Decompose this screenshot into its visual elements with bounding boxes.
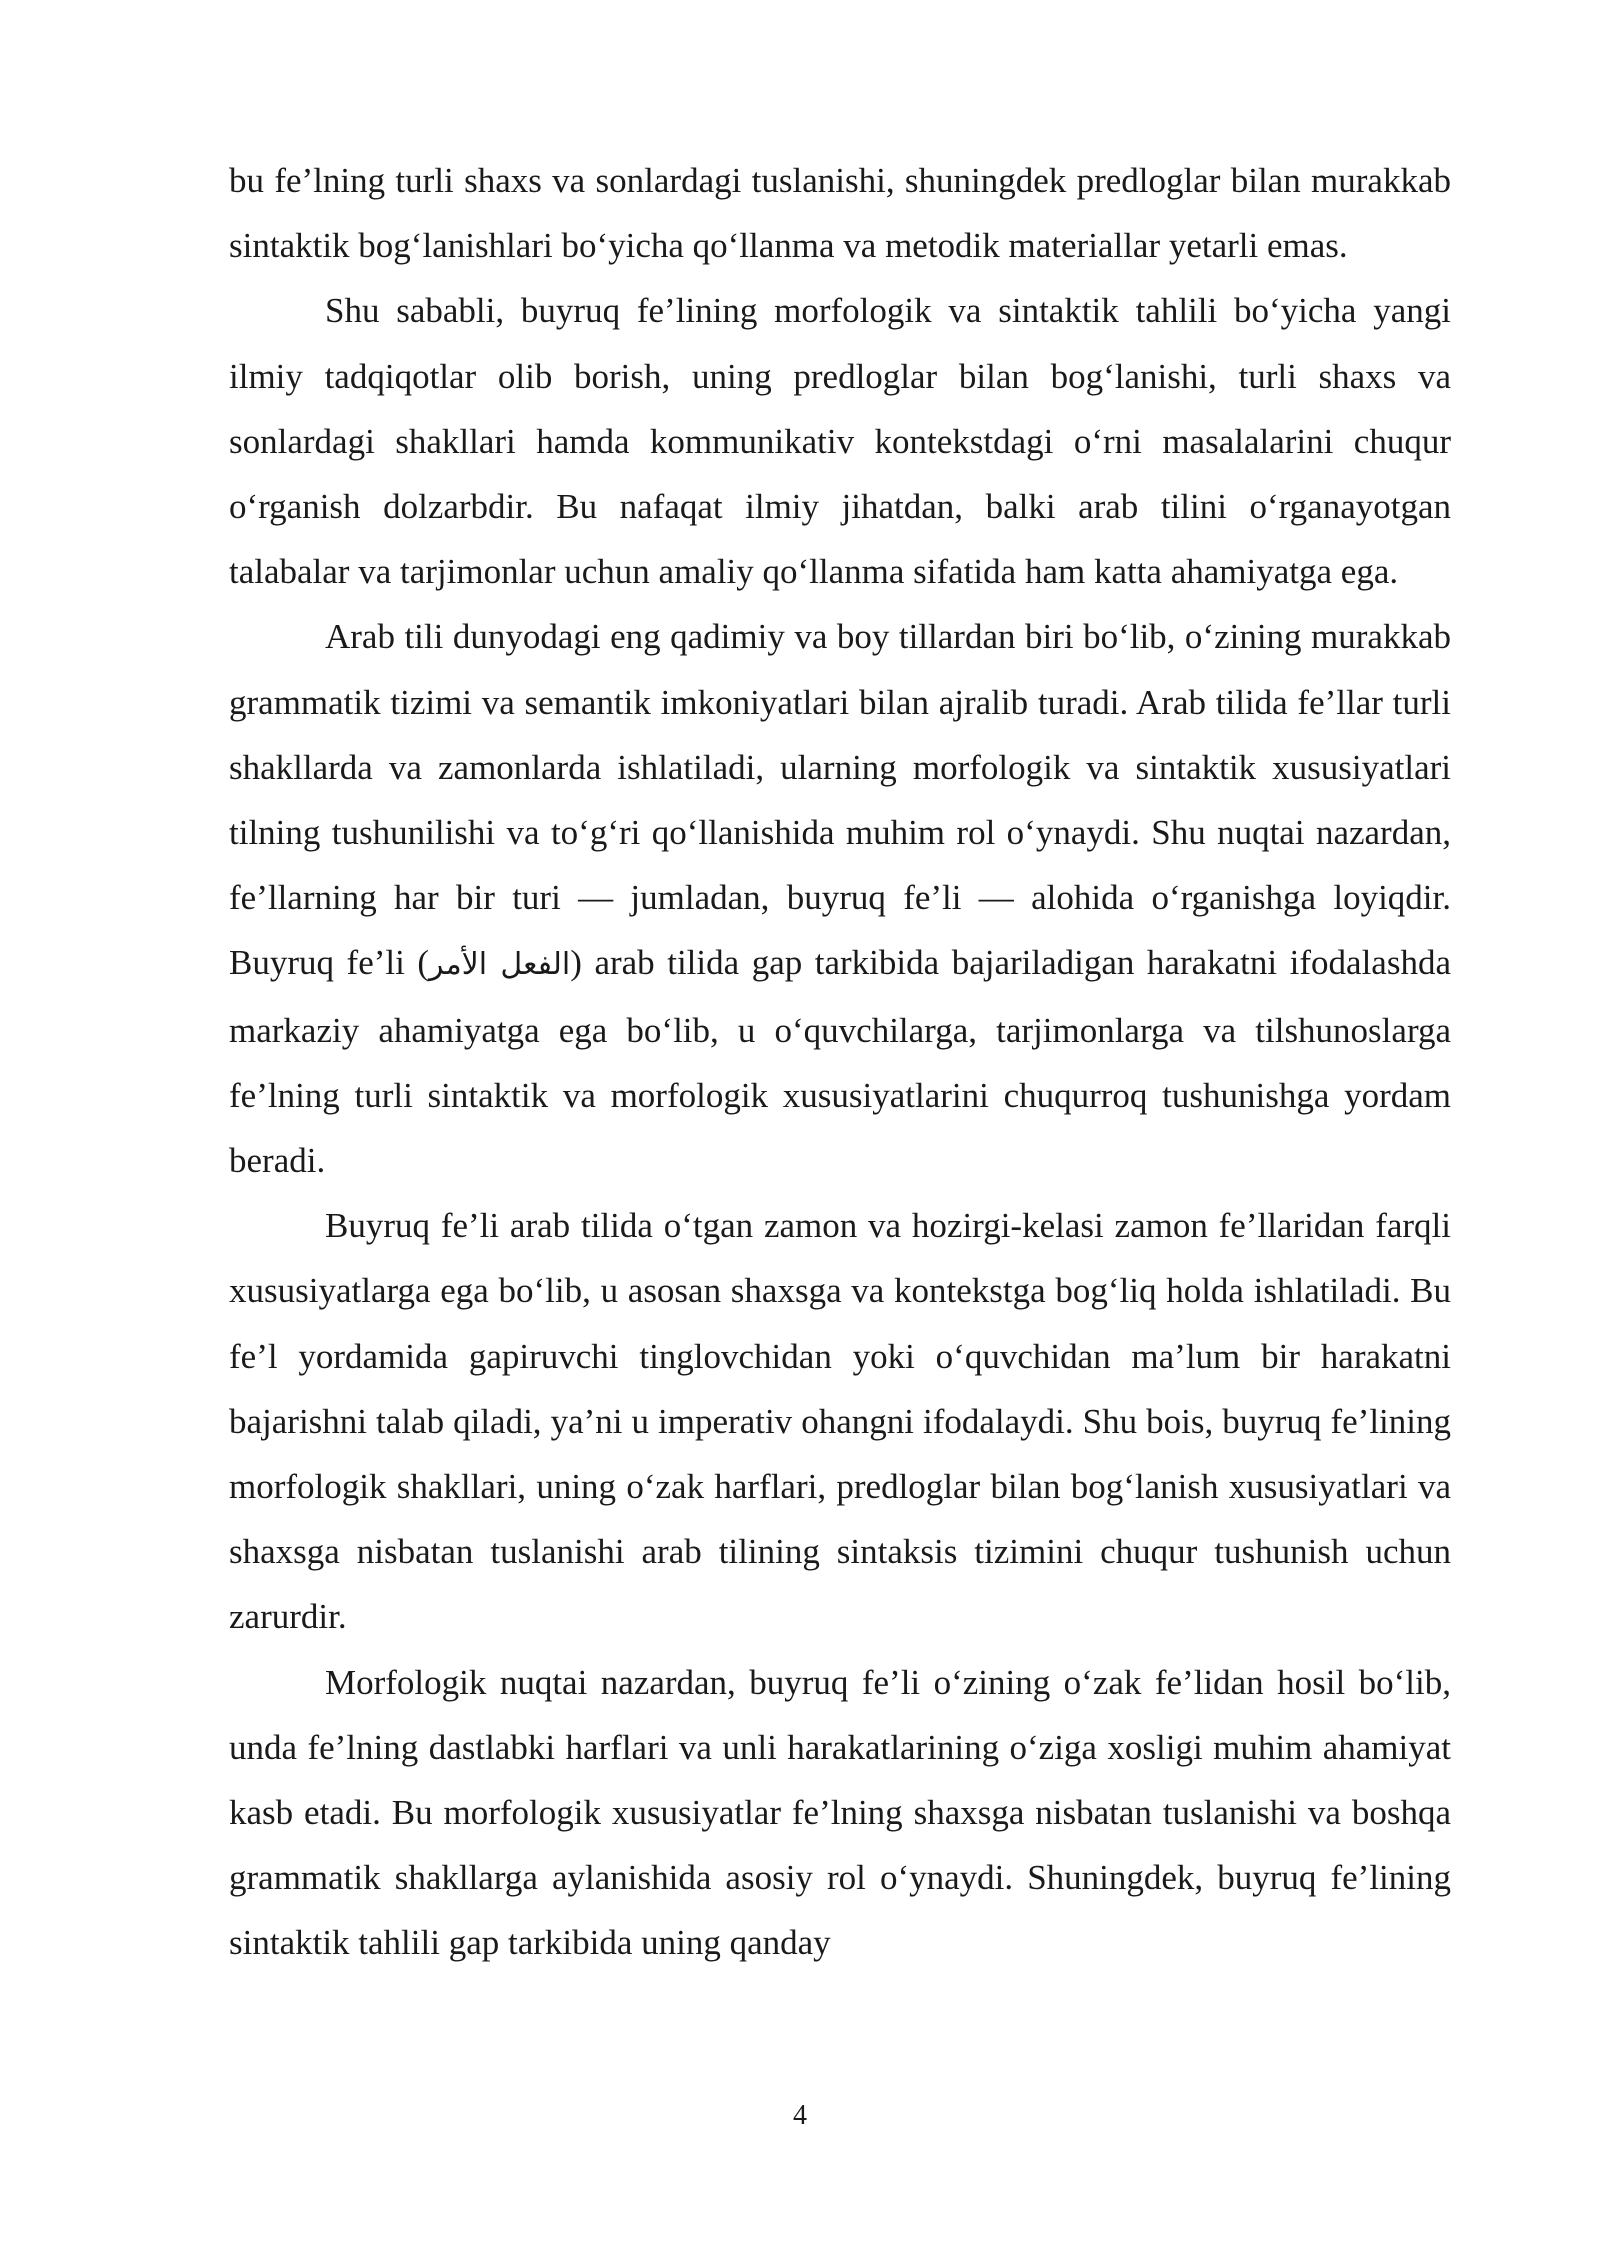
paragraph-3-text-after: ) arab tilida gap tarkibida bajariladigan harakatni ifodalashda markaziy ahamiyatga ega bo‘lib, u o‘quvchilarga, tarjimonlarga va tilshunoslarga fe’lning turli sintaktik va morfologik xususiyatlarini chuqurroq tushunishga yordam beradi. bbox=[229, 943, 1451, 1181]
paragraph-3 bbox=[229, 604, 1451, 1193]
paragraph-3-text-before: Arab tili dunyodagi eng qadimiy va boy tillardan biri bo‘lib, o‘zining murakkab grammatik tizimi va semantik imkoniyatlari bilan ajralib turadi. Arab tilida fe’llar turli shakllarda va zamonlarda ishlatiladi, ularning morfologik va sintaktik xususiyatlari tilning tushunilishi va to‘g‘ri qo‘llanishida muhim rol o‘ynaydi. Shu nuqtai nazardan, fe’llarning har bir turi — jumladan, buyruq fe’li — alohida o‘rganishga loyiqdir. Buyruq fe’li ( bbox=[229, 617, 1451, 983]
document-page bbox=[229, 148, 1451, 1976]
paragraph-1: bu fe’lning turli shaxs va sonlardagi tuslanishi, shuningdek predloglar bilan murakkab sintaktik bog‘lanishlari bo‘yicha qo‘llanma va metodik materiallar yetarli emas. bbox=[229, 161, 1451, 266]
paragraph-5: Morfologik nuqtai nazardan, buyruq fe’li o‘zining o‘zak fe’lidan hosil bo‘lib, unda fe’lning dastlabki harflari va unli harakatlarining o‘ziga xosligi muhim ahamiyat kasb etadi. Bu morfologik xususiyatlar fe’lning shaxsga nisbatan tuslanishi va boshqa grammatik shakllarga aylanishida asosiy rol o‘ynaydi. Shuningdek, buyruq fe’lining sintaktik tahlili gap tarkibida uning qanday bbox=[229, 1662, 1451, 1963]
paragraph-2: Shu sababli, buyruq fe’lining morfologik va sintaktik tahlili bo‘yicha yangi ilmiy tadqiqotlar olib borish, uning predloglar bilan bog‘lanishi, turli shaxs va sonlardagi shakllari hamda kommunikativ kontekstdagi o‘rni masalalarini chuqur o‘rganish dolzarbdir. Bu nafaqat ilmiy jihatdan, balki arab tilini o‘rganayotgan talabalar va tarjimonlar uchun amaliy qo‘llanma sifatida ham katta ahamiyatga ega. bbox=[229, 291, 1451, 592]
page-number: 4 bbox=[793, 2100, 807, 2131]
paragraph-4: Buyruq fe’li arab tilida o‘tgan zamon va hozirgi-kelasi zamon fe’llaridan farqli xususiyatlarga ega bo‘lib, u asosan shaxsga va kontekstga bog‘liq holda ishlatiladi. Bu fe’l yordamida gapiruvchi tinglovchidan yoki o‘quvchidan ma’lum bir harakatni bajarishni talab qiladi, ya’ni u imperativ ohangni ifodalaydi. Shu bois, buyruq fe’lining morfologik shakllari, uning o‘zak harflari, predloglar bilan bog‘lanish xususiyatlari va shaxsga nisbatan tuslanishi arab tilining sintaksis tizimini chuqur tushunish uchun zarurdir. bbox=[229, 1206, 1451, 1637]
arabic-term: الفعل الأمر bbox=[429, 947, 571, 983]
